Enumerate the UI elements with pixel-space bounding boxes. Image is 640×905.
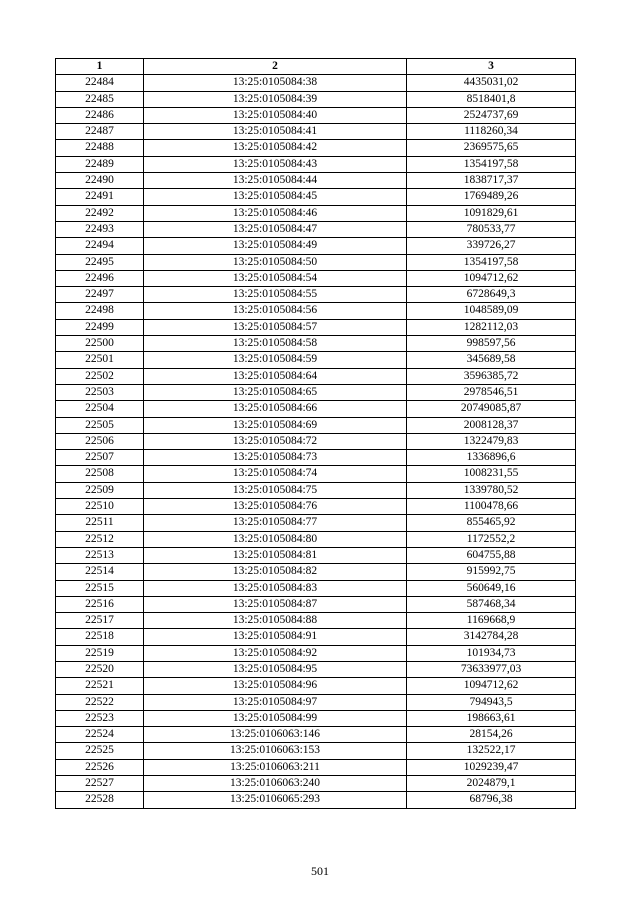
table-row — [56, 205, 576, 221]
row-number-cell: 22502 — [56, 368, 144, 384]
column-header-1: 1 — [56, 59, 144, 75]
value-cell: 2978546,51 — [407, 384, 576, 400]
table-row — [56, 515, 576, 531]
row-number-cell: 22519 — [56, 645, 144, 661]
table-row — [56, 319, 576, 335]
value-cell: 1169668,9 — [407, 613, 576, 629]
value-cell: 2524737,69 — [407, 107, 576, 123]
row-number-cell: 22490 — [56, 173, 144, 189]
row-number-cell: 22487 — [56, 124, 144, 140]
cadastral-number-cell: 13:25:0105084:39 — [144, 91, 407, 107]
value-cell: 587468,34 — [407, 596, 576, 612]
value-cell: 998597,56 — [407, 336, 576, 352]
cadastral-number-cell: 13:25:0105084:59 — [144, 352, 407, 368]
value-cell: 1008231,55 — [407, 466, 576, 482]
value-cell: 3596385,72 — [407, 368, 576, 384]
value-cell: 28154,26 — [407, 727, 576, 743]
row-number-cell: 22494 — [56, 238, 144, 254]
cadastral-number-cell: 13:25:0105084:44 — [144, 173, 407, 189]
cadastral-number-cell: 13:25:0105084:75 — [144, 482, 407, 498]
row-number-cell: 22518 — [56, 629, 144, 645]
table-row — [56, 140, 576, 156]
value-cell: 1339780,52 — [407, 482, 576, 498]
value-cell: 1029239,47 — [407, 759, 576, 775]
value-cell: 101934,73 — [407, 645, 576, 661]
value-cell: 1282112,03 — [407, 319, 576, 335]
cadastral-number-cell: 13:25:0105084:66 — [144, 401, 407, 417]
table-row — [56, 368, 576, 384]
data-table — [55, 58, 576, 809]
row-number-cell: 22503 — [56, 384, 144, 400]
value-cell: 560649,16 — [407, 580, 576, 596]
row-number-cell: 22528 — [56, 792, 144, 808]
value-cell: 345689,58 — [407, 352, 576, 368]
cadastral-number-cell: 13:25:0105084:49 — [144, 238, 407, 254]
row-number-cell: 22492 — [56, 205, 144, 221]
cadastral-number-cell: 13:25:0105084:41 — [144, 124, 407, 140]
row-number-cell: 22525 — [56, 743, 144, 759]
row-number-cell: 22524 — [56, 727, 144, 743]
table-row — [56, 189, 576, 205]
row-number-cell: 22497 — [56, 287, 144, 303]
row-number-cell: 22484 — [56, 75, 144, 91]
table-row — [56, 743, 576, 759]
row-number-cell: 22520 — [56, 661, 144, 677]
value-cell: 1048589,09 — [407, 303, 576, 319]
row-number-cell: 22500 — [56, 336, 144, 352]
value-cell: 20749085,87 — [407, 401, 576, 417]
page-number: 501 — [311, 864, 329, 878]
cadastral-number-cell: 13:25:0105084:42 — [144, 140, 407, 156]
table-row — [56, 678, 576, 694]
table-row — [56, 124, 576, 140]
cadastral-number-cell: 13:25:0105084:83 — [144, 580, 407, 596]
table-row — [56, 629, 576, 645]
value-cell: 855465,92 — [407, 515, 576, 531]
column-header-3: 3 — [407, 59, 576, 75]
row-number-cell: 22508 — [56, 466, 144, 482]
table-row — [56, 75, 576, 91]
value-cell: 2369575,65 — [407, 140, 576, 156]
table-row — [56, 531, 576, 547]
cadastral-number-cell: 13:25:0105084:46 — [144, 205, 407, 221]
value-cell: 198663,61 — [407, 710, 576, 726]
cadastral-number-cell: 13:25:0105084:50 — [144, 254, 407, 270]
value-cell: 794943,5 — [407, 694, 576, 710]
row-number-cell: 22521 — [56, 678, 144, 694]
table-row — [56, 450, 576, 466]
table-row — [56, 499, 576, 515]
cadastral-number-cell: 13:25:0105084:69 — [144, 417, 407, 433]
cadastral-number-cell: 13:25:0106065:293 — [144, 792, 407, 808]
row-number-cell: 22505 — [56, 417, 144, 433]
cadastral-number-cell: 13:25:0105084:45 — [144, 189, 407, 205]
table-row — [56, 564, 576, 580]
row-number-cell: 22514 — [56, 564, 144, 580]
cadastral-number-cell: 13:25:0105084:73 — [144, 450, 407, 466]
table-row — [56, 156, 576, 172]
cadastral-number-cell: 13:25:0105084:65 — [144, 384, 407, 400]
table-row — [56, 694, 576, 710]
row-number-cell: 22510 — [56, 499, 144, 515]
cadastral-number-cell: 13:25:0105084:72 — [144, 433, 407, 449]
cadastral-number-cell: 13:25:0105084:38 — [144, 75, 407, 91]
row-number-cell: 22515 — [56, 580, 144, 596]
value-cell: 2008128,37 — [407, 417, 576, 433]
table-row — [56, 384, 576, 400]
row-number-cell: 22513 — [56, 547, 144, 563]
cadastral-number-cell: 13:25:0105084:64 — [144, 368, 407, 384]
cadastral-number-cell: 13:25:0105084:87 — [144, 596, 407, 612]
table-row — [56, 433, 576, 449]
value-cell: 1100478,66 — [407, 499, 576, 515]
row-number-cell: 22516 — [56, 596, 144, 612]
table-row — [56, 107, 576, 123]
value-cell: 4435031,02 — [407, 75, 576, 91]
value-cell: 1838717,37 — [407, 173, 576, 189]
row-number-cell: 22501 — [56, 352, 144, 368]
row-number-cell: 22523 — [56, 710, 144, 726]
table-row — [56, 221, 576, 237]
value-cell: 1336896,6 — [407, 450, 576, 466]
row-number-cell: 22495 — [56, 254, 144, 270]
table-row — [56, 401, 576, 417]
header-row — [56, 59, 576, 75]
cadastral-number-cell: 13:25:0106063:146 — [144, 727, 407, 743]
row-number-cell: 22511 — [56, 515, 144, 531]
table-row — [56, 759, 576, 775]
cadastral-number-cell: 13:25:0105084:40 — [144, 107, 407, 123]
table-row — [56, 466, 576, 482]
row-number-cell: 22499 — [56, 319, 144, 335]
table-row — [56, 417, 576, 433]
table-row — [56, 613, 576, 629]
row-number-cell: 22512 — [56, 531, 144, 547]
row-number-cell: 22526 — [56, 759, 144, 775]
table-row — [56, 287, 576, 303]
row-number-cell: 22488 — [56, 140, 144, 156]
table-row — [56, 547, 576, 563]
table-row — [56, 596, 576, 612]
cadastral-number-cell: 13:25:0105084:54 — [144, 270, 407, 286]
row-number-cell: 22493 — [56, 221, 144, 237]
cadastral-number-cell: 13:25:0105084:82 — [144, 564, 407, 580]
cadastral-number-cell: 13:25:0105084:91 — [144, 629, 407, 645]
table-row — [56, 336, 576, 352]
row-number-cell: 22491 — [56, 189, 144, 205]
table-row — [56, 710, 576, 726]
cadastral-number-cell: 13:25:0105084:88 — [144, 613, 407, 629]
table-row — [56, 482, 576, 498]
value-cell: 1172552,2 — [407, 531, 576, 547]
value-cell: 604755,88 — [407, 547, 576, 563]
row-number-cell: 22486 — [56, 107, 144, 123]
value-cell: 3142784,28 — [407, 629, 576, 645]
cadastral-number-cell: 13:25:0105084:74 — [144, 466, 407, 482]
cadastral-number-cell: 13:25:0106063:153 — [144, 743, 407, 759]
row-number-cell: 22485 — [56, 91, 144, 107]
row-number-cell: 22509 — [56, 482, 144, 498]
cadastral-number-cell: 13:25:0105084:43 — [144, 156, 407, 172]
row-number-cell: 22496 — [56, 270, 144, 286]
cadastral-number-cell: 13:25:0105084:47 — [144, 221, 407, 237]
row-number-cell: 22498 — [56, 303, 144, 319]
cadastral-number-cell: 13:25:0105084:58 — [144, 336, 407, 352]
value-cell: 915992,75 — [407, 564, 576, 580]
table-row — [56, 580, 576, 596]
cadastral-number-cell: 13:25:0105084:97 — [144, 694, 407, 710]
row-number-cell: 22506 — [56, 433, 144, 449]
cadastral-number-cell: 13:25:0106063:240 — [144, 776, 407, 792]
row-number-cell: 22489 — [56, 156, 144, 172]
value-cell: 8518401,8 — [407, 91, 576, 107]
table-row — [56, 238, 576, 254]
table-row — [56, 303, 576, 319]
value-cell: 1094712,62 — [407, 678, 576, 694]
cadastral-number-cell: 13:25:0105084:77 — [144, 515, 407, 531]
table-row — [56, 776, 576, 792]
cadastral-number-cell: 13:25:0105084:81 — [144, 547, 407, 563]
cadastral-number-cell: 13:25:0105084:76 — [144, 499, 407, 515]
table-row — [56, 727, 576, 743]
cadastral-number-cell: 13:25:0105084:96 — [144, 678, 407, 694]
row-number-cell: 22517 — [56, 613, 144, 629]
table-row — [56, 661, 576, 677]
cadastral-number-cell: 13:25:0106063:211 — [144, 759, 407, 775]
table-row — [56, 173, 576, 189]
value-cell: 780533,77 — [407, 221, 576, 237]
value-cell: 1091829,61 — [407, 205, 576, 221]
cadastral-number-cell: 13:25:0105084:92 — [144, 645, 407, 661]
value-cell: 6728649,3 — [407, 287, 576, 303]
table-body — [56, 75, 576, 808]
value-cell: 1094712,62 — [407, 270, 576, 286]
row-number-cell: 22504 — [56, 401, 144, 417]
value-cell: 1322479,83 — [407, 433, 576, 449]
column-header-2: 2 — [144, 59, 407, 75]
cadastral-number-cell: 13:25:0105084:55 — [144, 287, 407, 303]
table-row — [56, 270, 576, 286]
table-row — [56, 645, 576, 661]
cadastral-number-cell: 13:25:0105084:56 — [144, 303, 407, 319]
cadastral-number-cell: 13:25:0105084:57 — [144, 319, 407, 335]
value-cell: 1354197,58 — [407, 156, 576, 172]
value-cell: 1769489,26 — [407, 189, 576, 205]
value-cell: 2024879,1 — [407, 776, 576, 792]
value-cell: 339726,27 — [407, 238, 576, 254]
table-row — [56, 254, 576, 270]
table-row — [56, 352, 576, 368]
value-cell: 68796,38 — [407, 792, 576, 808]
table-row — [56, 792, 576, 808]
cadastral-number-cell: 13:25:0105084:80 — [144, 531, 407, 547]
value-cell: 1118260,34 — [407, 124, 576, 140]
cadastral-number-cell: 13:25:0105084:95 — [144, 661, 407, 677]
value-cell: 1354197,58 — [407, 254, 576, 270]
value-cell: 73633977,03 — [407, 661, 576, 677]
table-row — [56, 91, 576, 107]
cadastral-number-cell: 13:25:0105084:99 — [144, 710, 407, 726]
value-cell: 132522,17 — [407, 743, 576, 759]
row-number-cell: 22507 — [56, 450, 144, 466]
row-number-cell: 22527 — [56, 776, 144, 792]
row-number-cell: 22522 — [56, 694, 144, 710]
